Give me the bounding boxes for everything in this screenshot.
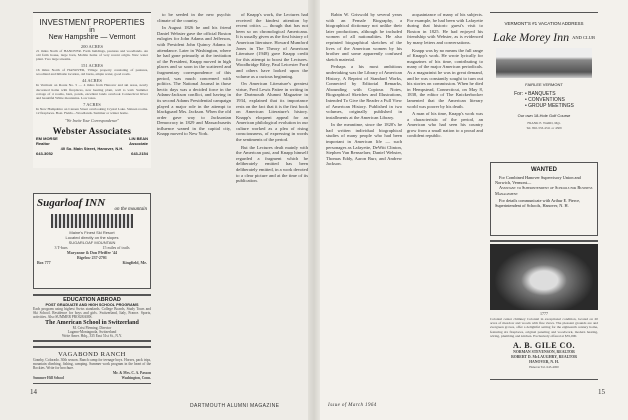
phone: 643-2154 (131, 151, 148, 157)
town: Washington, Conn. (121, 375, 151, 380)
listing-text: In New Hampshire on Canaan Street overlooking Crystal Lake. Sixteen rooms. 12 fireplaces. Boat. Fields—Woodlands. Summer or winter home. (36, 106, 148, 115)
service-item: • CONVENTIONS (525, 97, 565, 103)
vagabond-ranch-ad (33, 346, 151, 384)
inn-illustration (496, 48, 592, 78)
listing-text: 16 miles North of HANOVER, Village property consisting of pastures, woodland and hillside location, old barns, ample water, good roads. (36, 68, 148, 77)
location: FAIRLEE VERMONT (525, 82, 563, 87)
listing-text: In Vermont on Route No. 5 — 4 miles from Hanover and ski areas, newly decorated home with fireplaces, new heating plant, wall to wall. Summer cottage of 4 rooms, barn, ponds, excellent lands overlook Connecticut River and beautiful White mountains. Low taxes. (36, 83, 148, 100)
director: M. Crist Fleming, Director (72, 325, 112, 330)
agent-title: Associate (129, 141, 148, 147)
address: 40 So. Main Street, Hanover, N.H. (60, 146, 124, 152)
page-number: 15 (598, 388, 605, 396)
gile-co-ad (490, 240, 598, 380)
article-paragraph: But the Lectures dealt mainly with the American past, and Knapp himself regarded a fragment which he deliberately emitted has been deliberately emitted, in a work devoted to a clear picture and at the time of its publication. (236, 144, 308, 184)
issue-footer: Issue of March 1964 (328, 403, 377, 408)
company-name: Webster Associates (52, 126, 132, 137)
manager: FRANK E. WARD, Mgr. (527, 121, 561, 125)
ad-title: VAGABOND RANCH (58, 351, 126, 358)
ad-subtitle: POST GRADUATE AND HIGH SCHOOL PROGRAMS (45, 303, 139, 307)
service-label: CONVENTIONS (528, 97, 565, 103)
article-column (157, 12, 231, 397)
ad-title: EDUCATION ABROAD (63, 297, 121, 303)
article-paragraph: to be seeded in the new psychic climate of the country. (157, 12, 231, 23)
phone: Hanover Tel. 643-4000 (529, 365, 559, 370)
article-paragraph: acquaintance of many of his subjects. For example, he had been with Lafayette during that historic guest's visit to Boston in 1825. He had enjoyed his friendship with Webster, as is evidenced by many letters and conversations. (407, 12, 483, 45)
photo-caption: 1777 (540, 311, 548, 316)
ad-title: INVESTMENT PROPERTIES (39, 18, 145, 27)
ad-text: Assistant to Superintendent of Schools for Business Management (495, 185, 593, 196)
article-paragraph: of Knapp's work, the Lectures had received the kindest attention by recent critics — though that has not been so on chronological Americana. It is usually given as the first history of American literature. Howard Mumford Jones in The Theory of American Literature (1948) gave Knapp credit for this attempt to boost the Lectures. Woodbridge Riley, Paul Leicester Ford and others have looked upon the volume as a curious beginning. (236, 12, 308, 79)
ad-line: Bigelow 237-2701 (77, 255, 107, 260)
article-paragraph: Perhaps a his most ambitious undertaking was the Library of American History, A Reprint of Standard Works, Connected by Editorial Remarks, Abounding with Copious Notes, Biographical Sketches and Illustrations, Intended To Give the Reader a Full View of American History. Published in two volumes, originally published in installments at the American Library. (326, 64, 402, 120)
ad-text: Each program using highest Swiss standards. College Boards, Study Tours and Ski School. Residence for boys and girls. Switzerland, Italy, France. Sports, activities. Also SUMMER PROGRAMS. (33, 307, 151, 320)
ad-line: 15 miles of trails (102, 245, 130, 250)
page-number: 14 (30, 388, 37, 396)
inn-illustration (51, 214, 133, 228)
article-paragraph: In the meantime, since the 1820's he had written individual biographical studies of many people who had been important in American life — such personages as Lafayette, DeWitt Clinton, Stephen Van Rensselaer, Daniel Webster, Thomas Eddy, Aaron Burr, and Andrew Jackson. (326, 122, 402, 167)
article-paragraph: Rabin W. Griswold by several years with an Female Biography, a biographical dictionary not unlike their later productions, although he included women of all nationalities. He also reprinted biographical sketches of the lives of the American women by his brother and some apparently confused sketch material. (326, 12, 402, 62)
listing-head: 44 ACRES (82, 78, 102, 84)
phone: 643-3052 (36, 151, 53, 157)
agent: ROBERT D. McLAUGHRY, REALTOR (511, 355, 577, 360)
ad-line: SUGARLOAF MOUNTAIN (68, 240, 116, 245)
tagline: "We Invite Your Correspondence" (65, 118, 119, 124)
town: Kingfield, Me. (122, 260, 147, 265)
article-paragraph: Knapp was by no means the full range of Knapp's work. He wrote lyrically for magazines of his time, contributing to many of the major American periodicals. As a magazinist he was in great demand, and he was constantly sought to turn out his stories on commission. When he died in Hempstead, Connecticut, on May 8, 1838, the editor of The Knickerbocker lamented that the American literary world was poorer by his death. (407, 47, 483, 109)
page-gutter (308, 0, 320, 420)
investment-properties-ad (33, 12, 151, 168)
ad-text: For Combined Hanover Supervisory Union and Norwich, Vermont— (495, 175, 581, 186)
golf-course: Our own 18-Hole Golf Course (517, 113, 571, 118)
ad-line: Located directly on the slopes (65, 235, 119, 240)
article-paragraph: On American Literature's greatest virtue, Fred Lewis Pattee in writing in the Dartmouth Alumni Magazine in 1934, explained that its importance rests on the fact that it is the first book on American Literature's history. Knapp's eloquent appeal for an American philological evolution in our culture worked as a plea of rising consciousness, of expressing in words the sentiments of the period. (236, 81, 308, 143)
ad-line: Maine's Finest Ski Resort (69, 230, 115, 235)
article-column (236, 12, 308, 397)
agent-title: Realtor (36, 141, 50, 147)
box: Box 777 (37, 260, 51, 265)
for-label: For: (514, 91, 523, 97)
location: Lugano-Montagnola, Switzerland (67, 329, 117, 334)
contact: Write Amer. Hdq., 335 East 51st St., N.Y. (62, 333, 122, 338)
listing-head: 151 ACRES (80, 63, 104, 69)
agent: NORMAN STEVENSON, REALTOR (513, 350, 575, 355)
service-label: BANQUETS (528, 91, 556, 97)
service-item: • GROUP MEETINGS (525, 103, 574, 109)
sugarloaf-inn-ad (33, 193, 151, 289)
service-label: GROUP MEETINGS (528, 103, 574, 109)
phone: Tel. 802-333-4311 or 4309 (526, 126, 562, 130)
colonial-house-photo (490, 244, 598, 310)
ad-subtitle: New Hampshire — Vermont (48, 34, 136, 41)
ad-text: Granby, Colorado. 30th season. Ranch camp for teenage boys. Horses, pack trips, mountain climbing, fishing, camping. Summer work program in the heart of the Rockies. Write for brochure. (33, 358, 151, 371)
agent-name: LIN BEAN (129, 136, 148, 142)
owners: Mr. & Mrs. C. A. Paxson (112, 370, 151, 375)
ad-title: WANTED (531, 167, 557, 173)
ad-line: 3 T-bars (54, 245, 68, 250)
article-paragraph: In August 1826 he and his friend Daniel Webster gave the official Boston eulogies for John Adams and Jefferson, with President John Quincy Adams in attendance. Later in Washington, where he had gone primarily at the invitation of the President, Knapp moved in high places and so soon in the scattered and fragmentary correspondence of this period, was much concerned with politics. The National Journal in those hectic days was a decided force in the Adams-Jackson conflict, and having in its second Adams Presidential campaign played a major role in the attempt to blackguard Mrs. Jackson. When the old order gave way to Jacksonian Democracy in 1829 and Massachusetts influence waned in the capital city, Knapp moved to New York. (157, 25, 231, 137)
ad-title: Lake Morey Inn (492, 30, 570, 44)
ad-title: Sugarloaf INN (37, 197, 106, 209)
ad-subtitle: in (89, 27, 95, 34)
wanted-ad (490, 162, 598, 236)
education-abroad-ad (33, 294, 151, 342)
school-name: The American School in Switzerland (45, 319, 139, 326)
listing-head: 200 ACRES (80, 44, 104, 49)
article-column (326, 12, 402, 397)
ad-subtitle: on the mountain (114, 207, 147, 212)
agent-name: EM MORSE (36, 136, 58, 142)
school: Summer Hill School (33, 375, 64, 380)
ad-line: Maryanne & Don Pfeiffer '44 (66, 250, 118, 255)
listing-head: 7 ACRES (83, 101, 101, 107)
company-name: A. B. GILE CO. (512, 341, 576, 351)
ad-text: Colonial center chimney Colonial in exceptional condition, located on 20 acres of meadow and woods with fine views. The pleasant grounds are and evergreen groves, offer a delightful setting for the eighteenth century home, featuring six fireplaces, original paneling and woodwork, modern heating, wiring, plumbing and kitchen. Exclusively offered at $35,000. (490, 317, 598, 338)
magazine-footer: DARTMOUTH ALUMNI MAGAZINE (190, 403, 280, 409)
article-column (407, 12, 483, 397)
article-paragraph: A man of his time, Knapp's work was a characteristic of the period, an American who had seen his country grow from a small nation to a proud and confident republic. (407, 111, 483, 139)
ad-header: VERMONT'S #1 VACATION ADDRESS (504, 21, 584, 26)
listing-text: 21 miles North of HANOVER. Farm buildings, pastures and woodlands. An old farm house, large barn, Mobile home of very recent origin. New water plant. Two large streams. (36, 49, 148, 62)
ad-text: For details communicate with Arthur E. Pierce, Superintendent of Schools, Hanover, N. H. (495, 197, 581, 209)
and-club: AND CLUB (572, 35, 596, 40)
town: HANOVER, N. H. (529, 360, 559, 365)
service-item: • BANQUETS (525, 91, 556, 97)
lake-morey-inn-ad (490, 12, 598, 162)
